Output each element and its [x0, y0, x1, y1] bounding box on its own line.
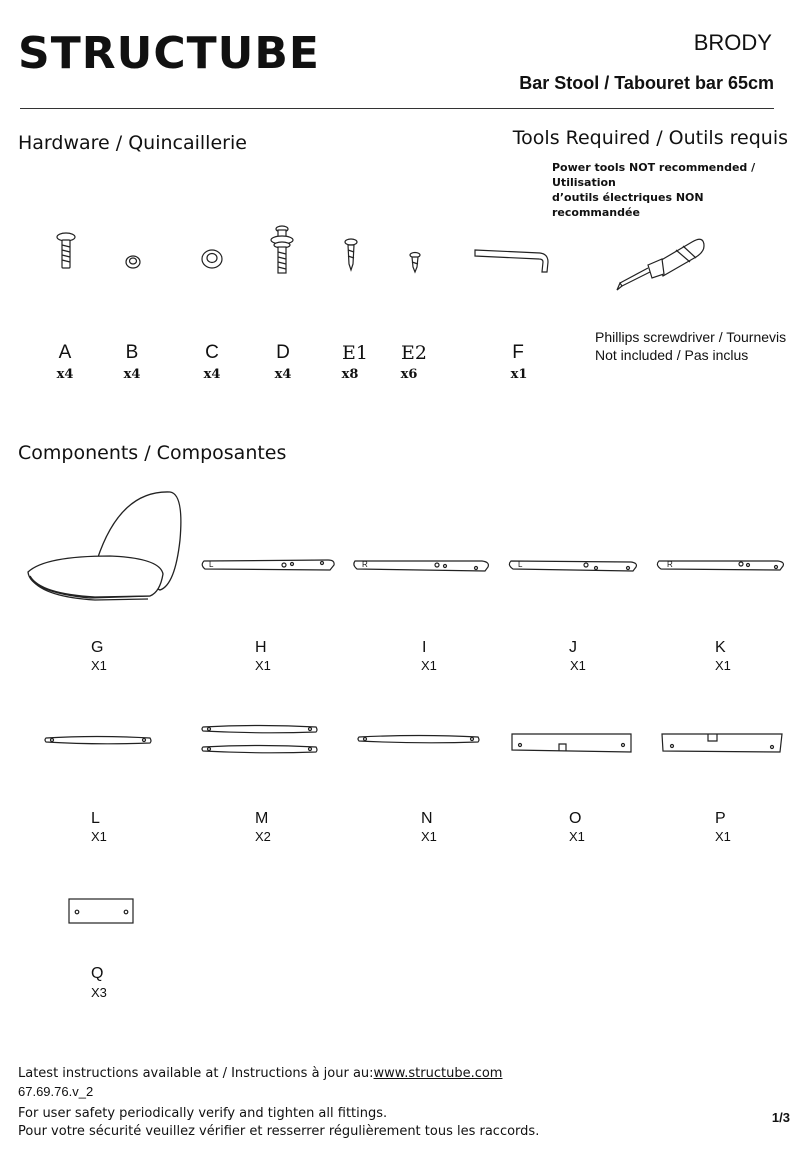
hardware-qty-c: x4	[203, 367, 221, 382]
tool-desc-line-1: Phillips screwdriver / Tournevis	[595, 329, 787, 345]
component-letter-j: J	[569, 639, 577, 656]
hardware-letter-d: D	[276, 342, 290, 363]
hardware-qty-b: x4	[123, 367, 141, 382]
leg-k-mark: R	[667, 560, 673, 569]
hardware-letter-c: C	[205, 342, 219, 363]
leg-k-drawing	[657, 561, 783, 570]
hardware-letter-e1: E1	[342, 342, 368, 364]
component-letter-g: G	[91, 639, 104, 656]
component-letter-k: K	[715, 639, 726, 656]
safety-note-fr: Pour votre sécurité veuillez vérifier et resserrer régulièrement tous les raccords.	[18, 1124, 540, 1139]
leg-j-drawing	[509, 561, 636, 571]
hardware-letter-a: A	[58, 342, 72, 363]
brand-logo: STRUCTUBE	[18, 28, 320, 79]
component-qty-h: X1	[255, 658, 271, 673]
component-qty-g: X1	[91, 658, 107, 673]
plate-q-drawing	[69, 899, 133, 923]
safety-note-en: For user safety periodically verify and tighten all fittings.	[18, 1106, 388, 1121]
hardware-qty-a: x4	[56, 367, 74, 382]
tools-note-line-1: Power tools NOT recommended / Utilisation	[552, 161, 756, 189]
product-subtitle: Bar Stool / Tabouret bar 65cm	[519, 73, 774, 93]
component-letter-i: I	[422, 639, 427, 656]
component-letter-l: L	[91, 810, 100, 827]
component-letter-h: H	[255, 639, 267, 656]
model-name: BRODY	[693, 30, 772, 55]
component-qty-l: X1	[91, 829, 107, 844]
hardware-qty-e2: x6	[400, 367, 418, 382]
document-code: 67.69.76.v_2	[18, 1084, 94, 1099]
component-letter-p: P	[715, 810, 726, 827]
leg-i-drawing	[354, 561, 489, 571]
leg-j-mark: L	[518, 560, 523, 569]
component-qty-q: X3	[91, 985, 107, 1000]
leg-h-mark: L	[209, 560, 214, 569]
bracket-o-drawing	[512, 734, 631, 752]
page-number: 1/3	[771, 1110, 790, 1125]
seat-shell-drawing	[28, 492, 181, 600]
bar-n-drawing	[358, 736, 479, 743]
component-letter-m: M	[255, 810, 269, 827]
hardware-title: Hardware / Quincaillerie	[18, 132, 247, 154]
component-letter-q: Q	[91, 965, 104, 982]
bracket-p-drawing	[662, 734, 782, 752]
hardware-qty-e1: x8	[341, 367, 359, 382]
tools-note-line-2: d’outils électriques NON recommandée	[552, 191, 704, 219]
latest-instructions-prefix: Latest instructions available at / Instructions à jour au:	[18, 1066, 374, 1081]
component-qty-n: X1	[421, 829, 437, 844]
tool-desc-line-2: Not included / Pas inclus	[595, 347, 749, 363]
component-letter-o: O	[569, 810, 582, 827]
component-qty-k: X1	[715, 658, 731, 673]
component-letter-n: N	[421, 810, 433, 827]
component-qty-j: X1	[570, 658, 586, 673]
bar-l-drawing	[45, 737, 151, 744]
hardware-qty-d: x4	[274, 367, 292, 382]
components-title: Components / Composantes	[18, 442, 287, 464]
hardware-qty-f: x1	[510, 367, 528, 382]
bar-m-drawing	[202, 726, 317, 753]
latest-instructions	[18, 1066, 502, 1081]
component-qty-o: X1	[569, 829, 585, 844]
component-qty-i: X1	[421, 658, 437, 673]
tools-title: Tools Required / Outils requis	[512, 127, 788, 149]
structube-link[interactable]: www.structube.com	[373, 1066, 503, 1081]
hardware-letter-f: F	[512, 342, 524, 363]
hardware-letter-e2: E2	[401, 342, 427, 364]
hardware-letter-b: B	[125, 342, 139, 363]
component-qty-m: X2	[255, 829, 271, 844]
leg-i-mark: R	[362, 560, 368, 569]
component-qty-p: X1	[715, 829, 731, 844]
leg-h-drawing	[202, 560, 334, 570]
